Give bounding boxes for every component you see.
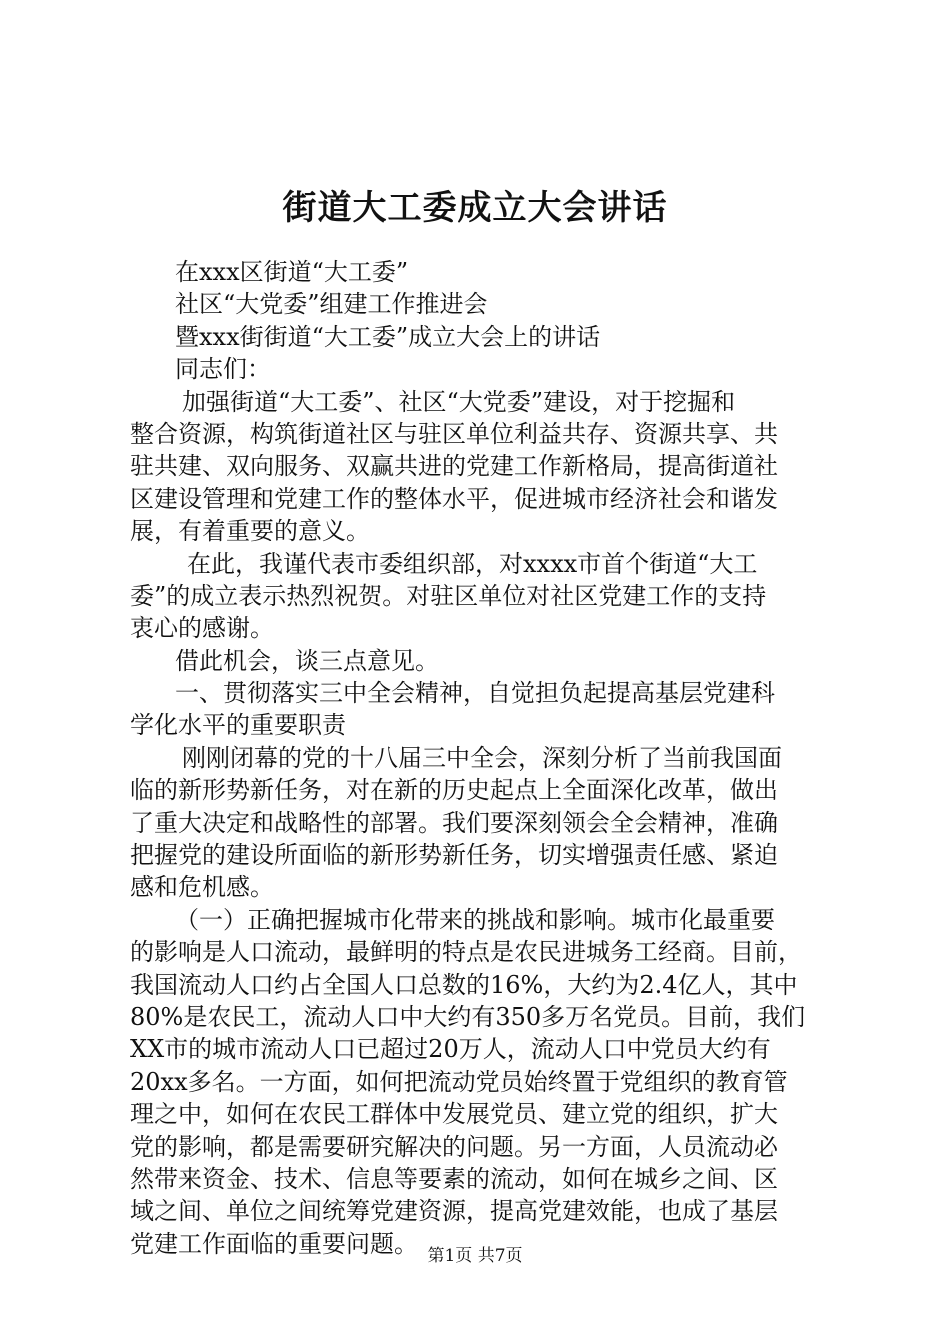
paragraph-line: 理之中，如何在农民工群体中发展党员、建立党的组织，扩大 xyxy=(130,1100,778,1129)
paragraph-line: 借此机会，谈三点意见。 xyxy=(175,646,439,675)
paragraph-line: 感和危机感。 xyxy=(130,873,274,902)
paragraph-line: XX市的城市流动人口已超过20万人，流动人口中党员大约有 xyxy=(130,1035,771,1064)
paragraph-line: 然带来资金、技术、信息等要素的流动，如何在城乡之间、区 xyxy=(130,1164,778,1193)
salutation: 同志们： xyxy=(175,355,271,384)
document-title: 街道大工委成立大会讲话 xyxy=(282,188,668,228)
paragraph-line: 80%是农民工，流动人口中大约有350多万名党员。目前，我们 xyxy=(130,1002,806,1031)
paragraph-line: 党建工作面临的重要问题。 xyxy=(130,1229,418,1258)
page-footer: 第1页 共7页 xyxy=(427,1246,523,1266)
paragraph-line: 区建设管理和党建工作的整体水平，促进城市经济社会和谐发 xyxy=(130,484,778,513)
paragraph-line: 的影响是人口流动，最鲜明的特点是农民进城务工经商。目前， xyxy=(130,938,802,967)
paragraph-line: 展，有着重要的意义。 xyxy=(130,517,370,546)
paragraph-line: 我国流动人口约占全国人口总数的16%，大约为2.4亿人，其中 xyxy=(130,970,798,999)
paragraph-line: 了重大决定和战略性的部署。我们要深刻领会全会精神，准确 xyxy=(130,808,778,837)
heading-line-3: 暨xxx街街道“大工委”成立大会上的讲话 xyxy=(175,322,601,351)
section-heading-line: 学化水平的重要职责 xyxy=(130,711,346,740)
paragraph-line: （一）正确把握城市化带来的挑战和影响。城市化最重要 xyxy=(175,905,775,934)
heading-line-2: 社区“大党委”组建工作推进会 xyxy=(175,290,488,319)
paragraph-line: 党的影响，都是需要研究解决的问题。另一方面，人员流动必 xyxy=(130,1132,778,1161)
paragraph-line: 把握党的建设所面临的新形势新任务，切实增强责任感、紧迫 xyxy=(130,841,778,870)
paragraph-line: 20xx多名。一方面，如何把流动党员始终置于党组织的教育管 xyxy=(130,1067,788,1096)
paragraph-line: 驻共建、双向服务、双赢共进的党建工作新格局，提高街道社 xyxy=(130,452,778,481)
paragraph-line: 整合资源，构筑街道社区与驻区单位利益共存、资源共享、共 xyxy=(130,419,778,448)
paragraph-line: 临的新形势新任务，对在新的历史起点上全面深化改革，做出 xyxy=(130,776,778,805)
paragraph-line: 加强街道“大工委”、社区“大党委”建设，对于挖掘和 xyxy=(182,387,736,416)
paragraph-line: 在此，我谨代表市委组织部，对xxxx市首个街道“大工 xyxy=(187,549,758,578)
paragraph-line: 域之间、单位之间统筹党建资源，提高党建效能，也成了基层 xyxy=(130,1197,778,1226)
paragraph-line: 衷心的感谢。 xyxy=(130,614,274,643)
section-heading-line: 一、贯彻落实三中全会精神，自觉担负起提高基层党建科 xyxy=(175,679,775,708)
paragraph-line: 刚刚闭幕的党的十八届三中全会，深刻分析了当前我国面 xyxy=(182,743,782,772)
heading-line-1: 在xxx区街道“大工委” xyxy=(175,258,409,286)
paragraph-line: 委”的成立表示热烈祝贺。对驻区单位对社区党建工作的支持 xyxy=(130,581,767,610)
document-body xyxy=(130,256,828,1260)
